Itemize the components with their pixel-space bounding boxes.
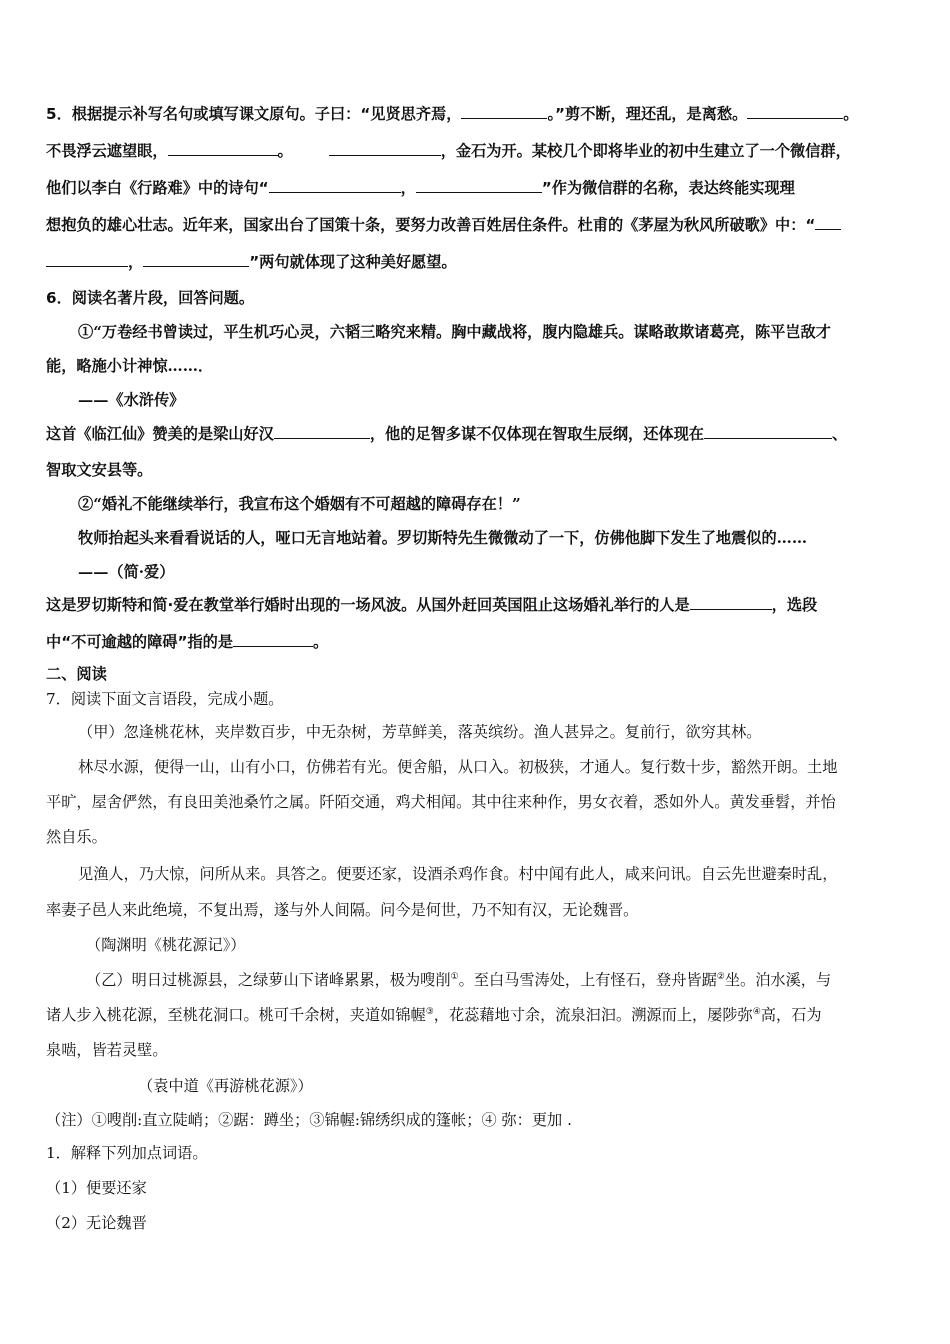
q6-question-2: 这是罗切斯特和简·爱在教堂举行婚时出现的一场风波。从国外赶回英国阻止这场婚礼举行的人是 ，选段 — [46, 596, 818, 614]
answer-blank — [329, 141, 441, 156]
passage-a-line-4: 然自乐。 — [46, 828, 107, 846]
subquestion-1-item-1: （1）便要还家 — [46, 1179, 147, 1197]
q6-title: 6．阅读名著片段，回答问题。 — [46, 289, 255, 307]
answer-blank — [233, 632, 313, 647]
answer-blank — [168, 141, 278, 156]
answer-blank — [815, 215, 841, 230]
subquestion-1-item-2: （2）无论魏晋 — [46, 1214, 147, 1232]
q6-source-1: ——《水浒传》 — [78, 391, 185, 409]
passage-a-line-6: 率妻子邑人来此绝境，不复出焉，遂与外人间隔。问今是何世，乃不知有汉，无论魏晋。 — [46, 901, 639, 919]
answer-blank — [690, 595, 772, 610]
q6-question-2-cont: 中“不可逾越的障碍”指的是 。 — [46, 633, 329, 651]
passage-a-line-5: 见渔人，乃大惊，问所从来。具答之。便要还家，设酒杀鸡作食。村中闻有此人，咸来问讯。自云先世避秦时乱， — [78, 865, 838, 883]
annotation-note: （注）①嗖削:直立陡峭；②踞：蹲坐；③锦幄:锦绣织成的篷帐；④ 弥：更加 . — [46, 1111, 572, 1129]
q5-line-5: ， ”两句就体现了这种美好愿望。 — [46, 252, 910, 272]
answer-blank — [274, 424, 370, 439]
answer-blank — [747, 104, 843, 119]
q6-source-2: ——（简·爱） — [78, 563, 175, 581]
q6-passage-1: ①“万卷经书曾读过，平生机巧心灵，六韬三略究来精。胸中藏战将，腹内隐雄兵。谋略敢欺诸葛亮，陈平岂敌才 — [78, 323, 831, 341]
passage-a-line-1: （甲）忽逢桃花林，夹岸数百步，中无杂树，芳草鲜美，落英缤纷。渔人甚异之。复前行，欲穷其林。 — [78, 723, 762, 741]
q6-passage-1-cont: 能，略施小计神惊……． — [46, 357, 214, 375]
q6-question-1: 这首《临江仙》赞美的是梁山好汉 ，他的足智多谋不仅体现在智取生辰纲，还体现在 、 — [46, 425, 848, 443]
q6-question-1-cont: 智取文安县等。 — [46, 461, 153, 479]
q6-passage-2: ②“婚礼不能继续举行，我宣布这个婚姻有不可超越的障碍存在！” — [78, 495, 521, 513]
q7-title: 7．阅读下面文言语段，完成小题。 — [46, 690, 284, 708]
answer-blank — [704, 424, 832, 439]
passage-b-source: （袁中道《再游桃花源》） — [138, 1077, 313, 1095]
answer-blank — [461, 104, 547, 119]
subquestion-1: 1．解释下列加点词语。 — [46, 1144, 208, 1162]
passage-a-source: （陶渊明《桃花源记》） — [86, 936, 246, 954]
answer-blank — [46, 252, 128, 267]
q5-line-4: 想抱负的雄心壮志。近年来，国家出台了国策十条，要努力改善百姓居住条件。杜甫的《茅屋为秋风所破歌》中：“ — [46, 215, 910, 235]
answer-blank — [143, 252, 249, 267]
answer-blank — [269, 178, 401, 193]
q5-line-2: 不畏浮云遮望眼， 。 ，金石为开。某校几个即将毕业的初中生建立了一个微信群， — [46, 142, 851, 160]
q5-line-1: 5．根据提示补写名句或填写课文原句。子曰：“见贤思齐焉， 。”剪不断，理还乱，是离愁。 。 — [46, 105, 859, 123]
passage-a-line-3: 平旷，屋舍俨然，有良田美池桑竹之属。阡陌交通，鸡犬相闻。其中往来种作，男女衣着，悉如外人。黄发垂髫，并怡 — [46, 793, 836, 811]
q5-line-3: 他们以李白《行路难》中的诗句“ ， ”作为微信群的名称，表达终能实现理 — [46, 179, 795, 197]
section-heading: 二、阅读 — [46, 665, 107, 683]
passage-b-line-2: 诸人步入桃花源，至桃花洞口。桃可千余树，夹道如锦幄③，花蕊藉地寸余，流泉汩汩。溯源而上，屡陟弥④高，石为 — [46, 1006, 822, 1024]
q6-passage-2-cont: 牧师抬起头来看看说话的人，哑口无言地站着。罗切斯特先生微微动了一下，仿佛他脚下发生了地震似的…… — [78, 529, 807, 547]
passage-a-line-2: 林尽水源，便得一山，山有小口，仿佛若有光。便舍船，从口入。初极狭，才通人。复行数十步，豁然开朗。土地 — [78, 758, 838, 776]
answer-blank — [416, 178, 542, 193]
passage-b-line-1: （乙）明日过桃源县，之绿萝山下诸峰累累，极为嗖削①。至白马雪涛处，上有怪石，登舟皆踞②坐。泊水溪，与 — [86, 971, 832, 989]
passage-b-line-3: 泉啮，皆若灵壁。 — [46, 1041, 168, 1059]
